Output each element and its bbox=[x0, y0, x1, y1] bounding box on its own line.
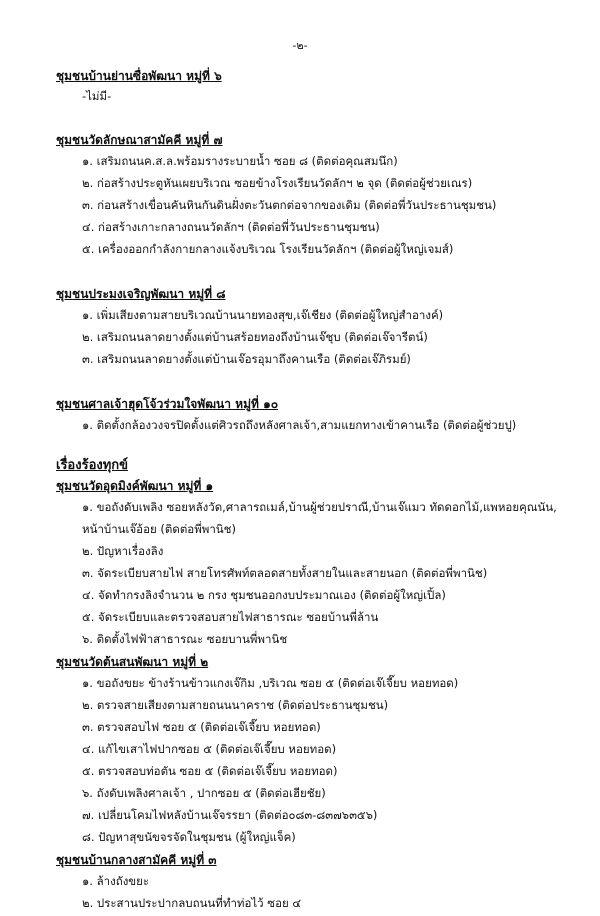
item-list bbox=[56, 304, 576, 370]
document-body bbox=[56, 66, 576, 916]
list-item: ๔. แก้ไขเสาไฟปากซอย ๕ (ติดต่อเจ๊เจี๊ยบ หอยทอด) bbox=[82, 742, 337, 756]
section-moo-6 bbox=[56, 66, 576, 106]
item-list bbox=[56, 496, 576, 650]
list-item: ๒. เสริมถนนลาดยางตั้งแต่บ้านสร้อยทองถึงบ้านเจ๊ชุบ (ติดต่อเจ๊จารีตน์) bbox=[82, 330, 428, 344]
section-title: ชุมชนประมงเจริญพัฒนา หมู่ที่ ๘ bbox=[56, 287, 226, 301]
list-item: ๒. ประสานประปากลบถนนที่ทำท่อไว้ ซอย ๔ bbox=[82, 896, 302, 910]
list-item: ๒. ปัญหาเรื่องลิง bbox=[82, 544, 164, 558]
list-item: ๒. ตรวจสายเสียงตามสายถนนนาคราช (ติดต่อประธานชุมชน) bbox=[82, 698, 389, 712]
list-item: ๔. จัดทำกรงลิงจำนวน ๒ กรง ชุมชนออกงบประมาณเอง (ติดต่อผู้ใหญ่เปิ้ล) bbox=[82, 588, 446, 602]
list-item: ๓. เสริมถนนลาดยางตั้งแต่บ้านเจ๊อรอุมาถึงคานเรือ (ติดต่อเจ๊ภิรมย์) bbox=[82, 352, 411, 366]
list-item: ๑. ขอถังดับเพลิง ซอยหลังวัด,ศาลารถเมล์,บ้านผู้ช่วยปราณี,บ้านเจ๊แมว ทัดดอกไม้,แพหอยคุณนัน, หน้าบ้านเจ๊อ้อย (ติดต่อพี่พานิช) bbox=[82, 500, 557, 536]
list-item: ๑. ล้างถังขยะ bbox=[82, 874, 150, 888]
list-item: ๘. ปัญหาสุขนัขจรจัดในชุมชน (ผู้ใหญ่แจ็ค) bbox=[82, 830, 296, 844]
section-complaints-moo-3 bbox=[56, 850, 576, 914]
section-moo-8 bbox=[56, 284, 576, 370]
page-number: -๒- bbox=[292, 39, 308, 52]
section-complaints-moo-1 bbox=[56, 476, 576, 650]
section-moo-10 bbox=[56, 394, 576, 436]
list-item: ๕. จัดระเบียบและตรวจสอบสายไฟสาธารณะ ซอยบ้านพี่ล้าน bbox=[82, 610, 379, 624]
item-list bbox=[56, 672, 576, 848]
section-title: ชุมชนวัดลักษณาสามัคคี หมู่ที่ ๗ bbox=[56, 133, 223, 147]
list-item: ๑. ติดตั้งกล้องวงจรปิดตั้งแต่ศิวรถถึงหลังศาลเจ้า,สามแยกทางเข้าคานเรือ (ติดต่อผู้ช่วยปู) bbox=[82, 418, 517, 432]
list-item: ๕. ตรวจสอบท่อตัน ซอย ๕ (ติดต่อเจ๊เจี๊ยบ หอยทอด) bbox=[82, 764, 338, 778]
list-item: ๖. ติดตั้งไฟฟ้าสาธารณะ ซอยบานพี่พานิช bbox=[82, 632, 288, 646]
section-moo-7 bbox=[56, 130, 576, 260]
list-item: ๔. ก่อสร้างเกาะกลางถนนวัดลักฯ (ติดต่อพี่วันประธานชุมชน) bbox=[82, 220, 380, 234]
list-item: ๓. ก่อนสร้างเขื่อนคันหินกันดินฝั่งตะวันตกต่อจากของเดิม (ติดต่อพี่วันประธานชุมชน) bbox=[82, 198, 497, 212]
list-item: ๖. ถังดับเพลิงศาลเจ้า , ปากซอย ๕ (ติดต่อเฮียชัย) bbox=[82, 786, 326, 800]
list-item: ๑. เสริมถนนค.ส.ล.พร้อมรางระบายน้ำ ซอย ๘ (ติดต่อคุณสมนึก) bbox=[82, 154, 398, 168]
list-item: ๑. ขอถังขยะ ข้างร้านข้าวแกงเจ๊กิม ,บริเวณ ซอย ๕ (ติดต่อเจ๊เจี๊ยบ หอยทอด) bbox=[82, 676, 459, 690]
section-title: ชุมชนบ้านย่านซื่อพัฒนา หมู่ที่ ๖ bbox=[56, 69, 222, 83]
section-note: -ไม่มี- bbox=[82, 89, 112, 103]
section-complaints-moo-2 bbox=[56, 652, 576, 848]
section-title: ชุมชนวัดต้นสนพัฒนา หมู่ที่ ๒ bbox=[56, 655, 209, 669]
item-list bbox=[56, 870, 576, 914]
list-item: ๓. ตรวจสอบไฟ ซอย ๕ (ติดต่อเจ๊เจี๊ยบ หอยทอด) bbox=[82, 720, 321, 734]
section-title: ชุมชนวัดอุดมิงค์พัฒนา หมู่ที่ ๑ bbox=[56, 479, 214, 493]
item-list bbox=[56, 414, 576, 436]
list-item: ๑. เพิ่มเสียงตามสายบริเวณบ้านนายทองสุข,เจ๊เชียง (ติดต่อผู้ใหญ่สำอางค์) bbox=[82, 308, 444, 322]
complaints-heading: เรื่องร้องทุกข์ bbox=[56, 458, 129, 473]
list-item: ๓. จัดระเบียบสายไฟ สายโทรศัพท์ตลอดสายทั้งสายในและสายนอก (ติดต่อพี่พานิช) bbox=[82, 566, 488, 580]
list-item: ๕. เครื่องออกกำลังกายกลางแจ้งบริเวณ โรงเรียนวัดลักฯ (ติดต่อผู้ใหญ่เจมส์) bbox=[82, 242, 454, 256]
list-item: ๗. เปลี่ยนโคมไฟหลังบ้านเจ๊จรรยา (ติดต่อ๐๘๓-๘๓๗๖๓๕๖) bbox=[82, 808, 378, 822]
section-title: ชุมชนบ้านกลางสามัคคี หมู่ที่ ๓ bbox=[56, 853, 217, 867]
list-item: ๒. ก่อสร้างประตูหันเผยบริเวณ ซอยข้างโรงเรียนวัดลักฯ ๒ จุด (ติดต่อผู้ช่วยเณร) bbox=[82, 176, 473, 190]
item-list bbox=[56, 150, 576, 260]
section-title: ชุมชนศาลเจ้าฮุดโจ้วร่วมใจพัฒนา หมู่ที่ ๑๐ bbox=[56, 397, 279, 411]
